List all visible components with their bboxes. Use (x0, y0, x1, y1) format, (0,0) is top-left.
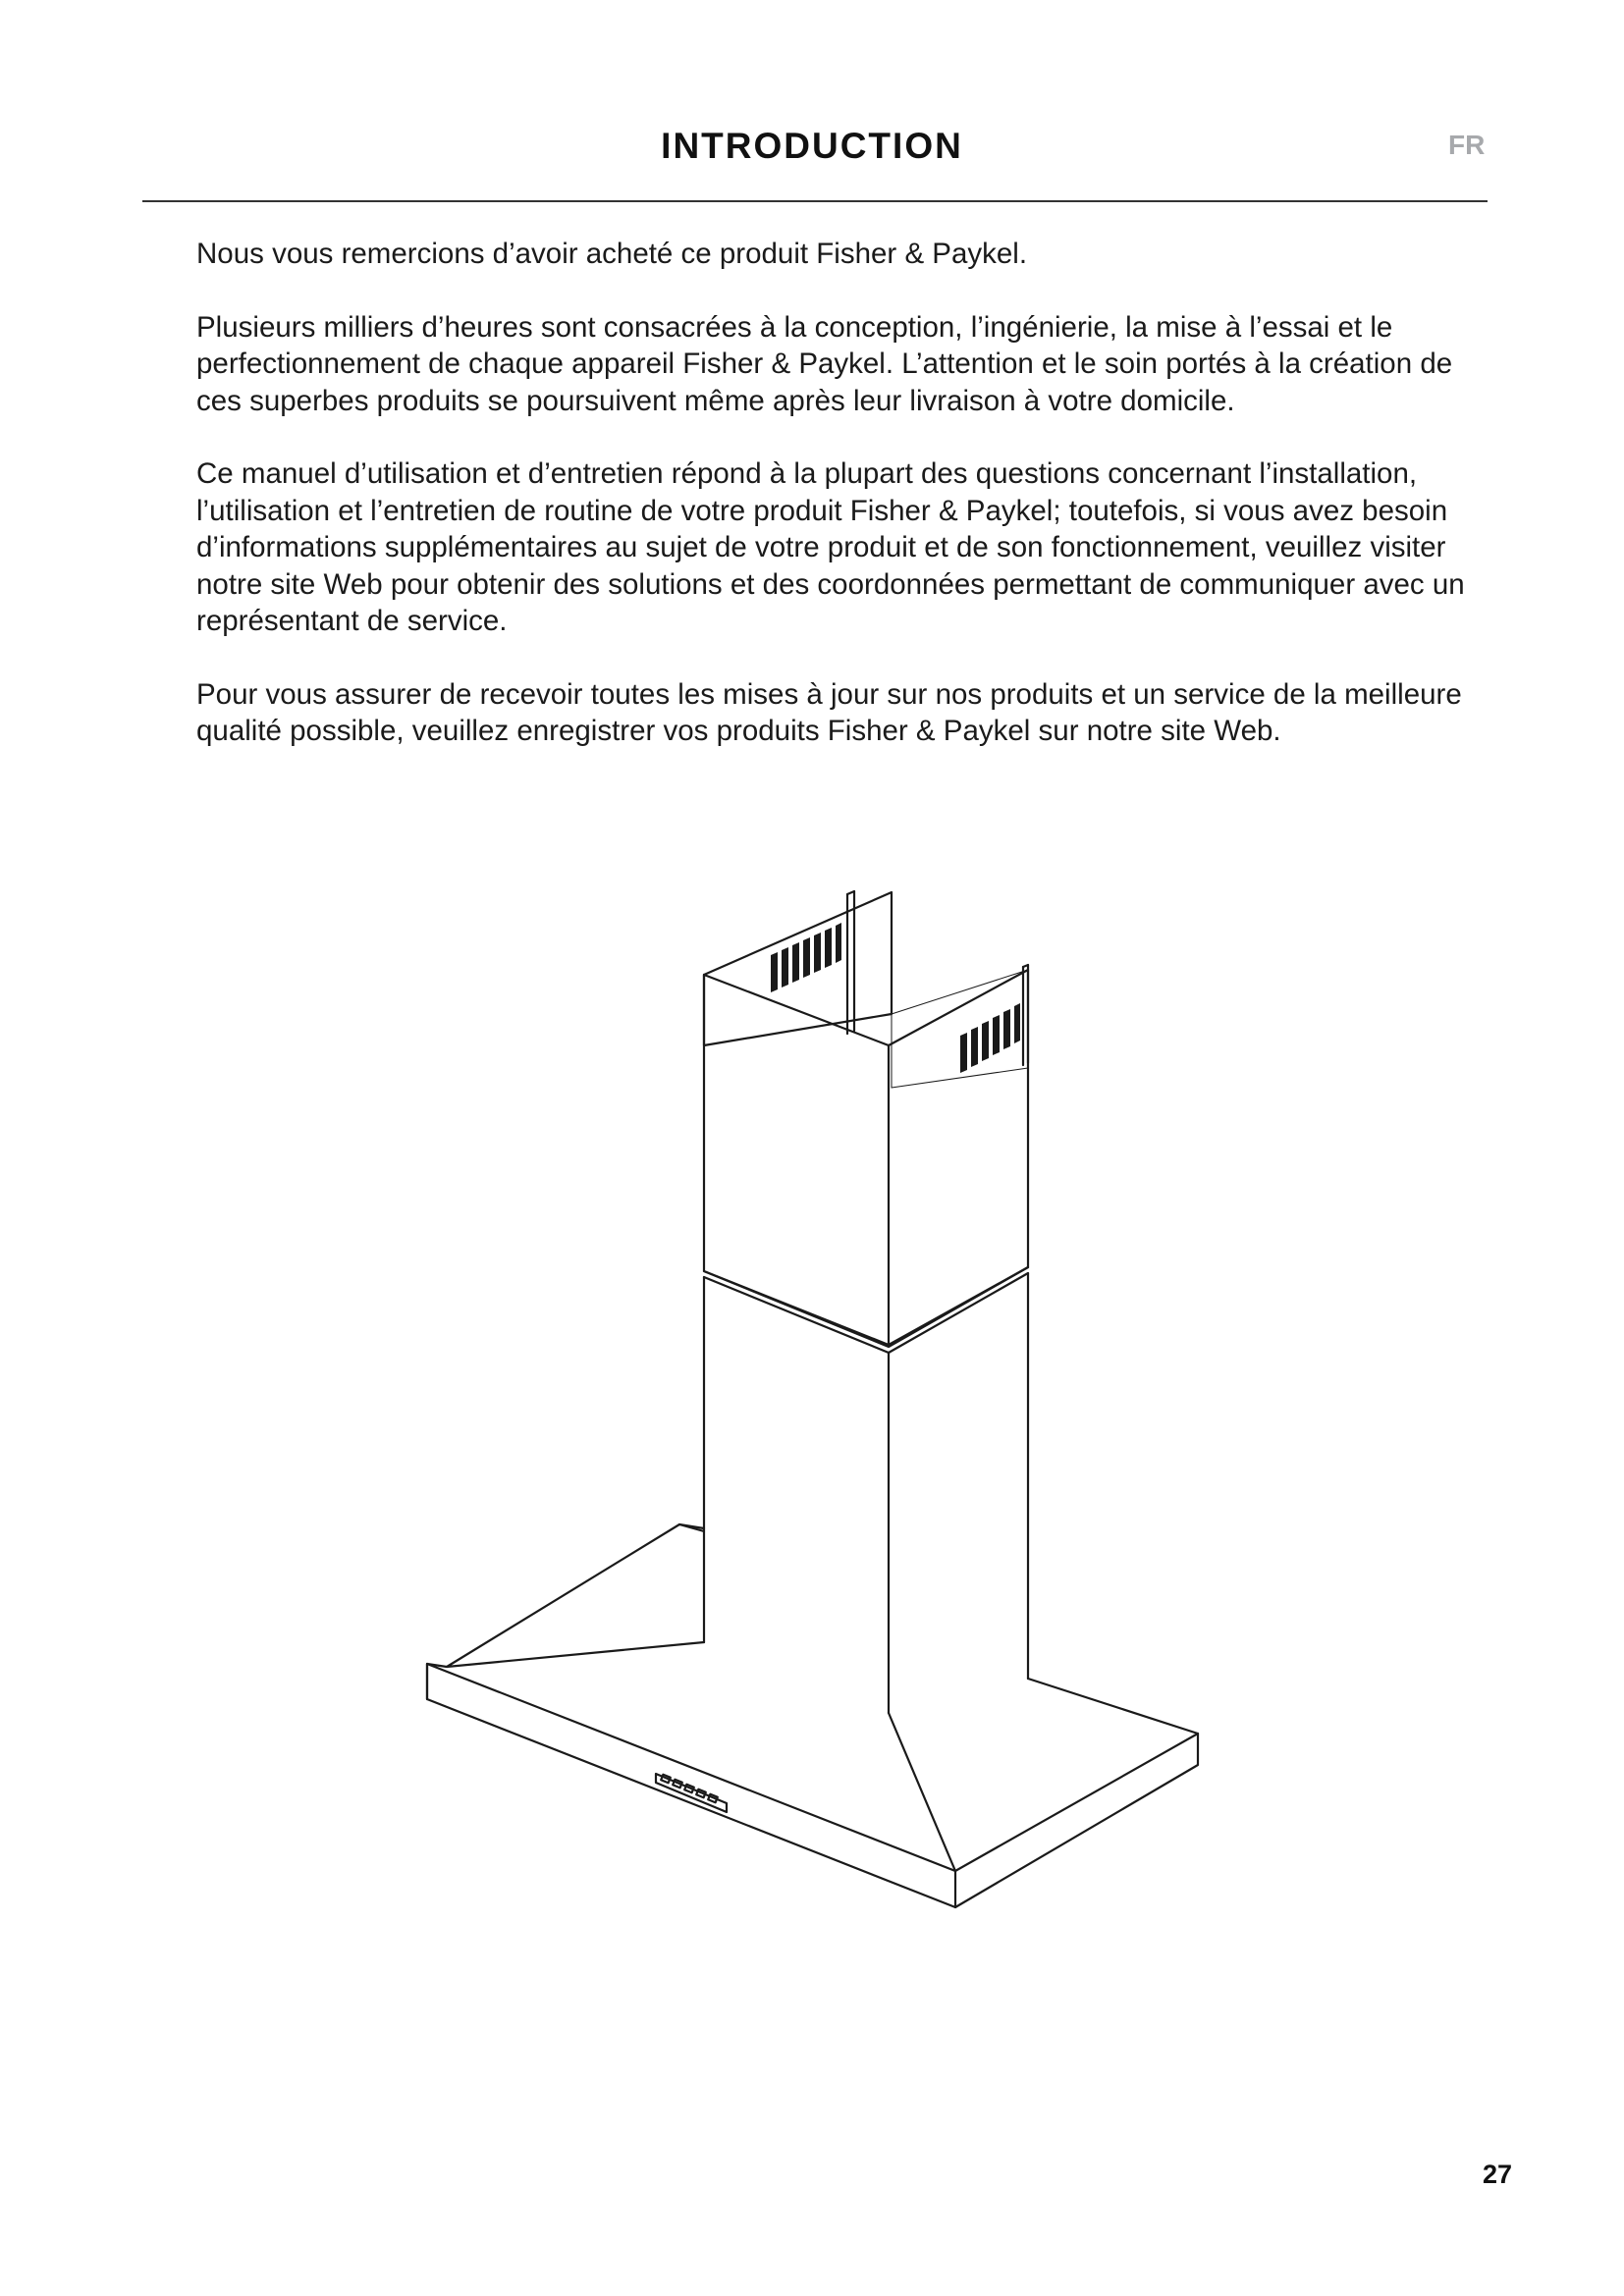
vent-slots-left (771, 923, 841, 992)
range-hood-icon (412, 883, 1218, 1944)
paragraph-design: Plusieurs milliers d’heures sont consacrées à la conception, l’ingénierie, la mise à l’essai et le perfectionnement de chaque appareil Fisher & Paykel. L’attention et le soin portés à la création de ces superbes produits se poursuivent même après leur livraison à votre domicile. (196, 310, 1453, 417)
page-number: 27 (1482, 2160, 1512, 2189)
header-divider (142, 200, 1488, 202)
lower-chimney (704, 1267, 1028, 1713)
paragraph-thanks: Nous vous remercions d’avoir acheté ce produit Fisher & Paykel. (196, 238, 1028, 270)
hood-canopy (427, 1524, 1198, 1907)
paragraph-manual: Ce manuel d’utilisation et d’entretien répond à la plupart des questions concernant l’installation, l’utilisation et l’entretien de routine de votre produit Fisher & Paykel; toutefois, si vous avez besoin d’informations supplémentaires au sujet de votre produit et de son fonctionnement, veuillez visiter notre site Web pour obtenir des solutions et des coordonnées permettant de communiquer avec un représentant de service. (196, 457, 1465, 637)
paragraph-register: Pour vous assurer de recevoir toutes les mises à jour sur nos produits et un service de la meilleure qualité possible, veuillez enregistrer vos produits Fisher & Paykel sur notre site Web. (196, 677, 1462, 747)
intro-text (196, 236, 1483, 786)
language-tag: FR (1448, 130, 1486, 160)
upper-chimney (704, 891, 1028, 1345)
page-title: INTRODUCTION (661, 126, 963, 166)
vent-slots-right (960, 1003, 1020, 1073)
